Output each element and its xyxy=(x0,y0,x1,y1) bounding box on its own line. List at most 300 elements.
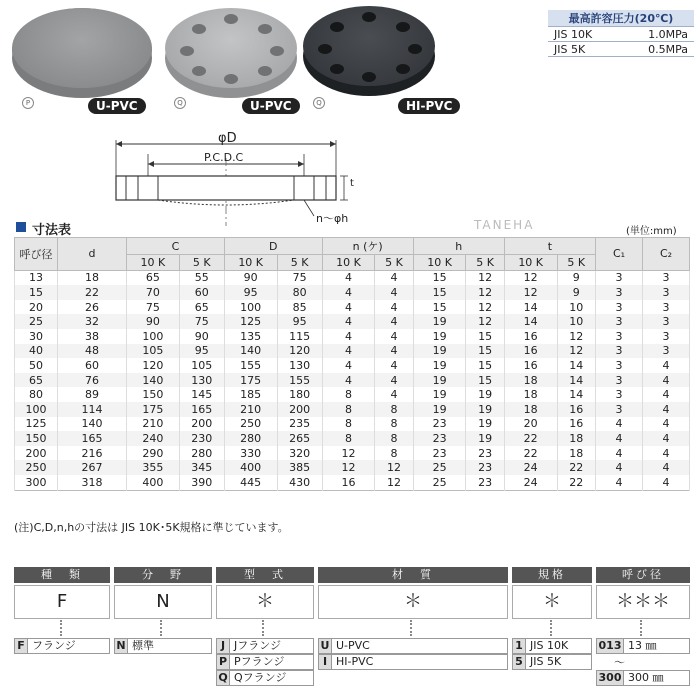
table-cell: 90 xyxy=(179,329,224,344)
sub-head: 5 K xyxy=(179,255,224,271)
col-h: h xyxy=(413,238,504,255)
option-label: Qフランジ xyxy=(234,671,287,684)
sub-head: 5 K xyxy=(277,255,322,271)
code-value-material: ＊ xyxy=(318,585,508,619)
connector xyxy=(410,620,414,636)
table-cell: 10 xyxy=(557,300,595,315)
table-cell: 150 xyxy=(15,431,58,446)
code-value-type: ＊ xyxy=(216,585,314,619)
table-cell: 15 xyxy=(15,285,58,300)
option-key: 300 xyxy=(597,671,624,685)
table-cell: 4 xyxy=(322,314,375,329)
table-cell: 8 xyxy=(322,402,375,417)
watermark: TANEHA xyxy=(474,218,535,232)
table-cell: 165 xyxy=(179,402,224,417)
table-cell: 4 xyxy=(596,475,643,490)
table-cell: 4 xyxy=(322,285,375,300)
table-cell: 125 xyxy=(15,417,58,432)
table-cell: 4 xyxy=(322,358,375,373)
table-cell: 125 xyxy=(224,314,277,329)
table-cell: 280 xyxy=(224,431,277,446)
col-C1: C₁ xyxy=(596,238,643,271)
table-cell: 318 xyxy=(58,475,127,490)
section-title: 寸法表 xyxy=(32,223,72,238)
table-cell: 3 xyxy=(643,285,690,300)
table-cell: 175 xyxy=(224,373,277,388)
option-label: 13 ㎜ xyxy=(628,639,657,652)
table-cell: 4 xyxy=(375,285,413,300)
table-row xyxy=(15,270,690,285)
table-row xyxy=(15,373,690,388)
table-cell: 23 xyxy=(413,417,466,432)
table-cell: 200 xyxy=(15,446,58,461)
table-cell: 445 xyxy=(224,475,277,490)
connector xyxy=(60,620,64,636)
table-cell: 3 xyxy=(596,285,643,300)
table-cell: 12 xyxy=(557,344,595,359)
table-cell: 4 xyxy=(375,344,413,359)
table-cell: 140 xyxy=(58,417,127,432)
table-cell: 8 xyxy=(375,446,413,461)
table-cell: 16 xyxy=(322,475,375,490)
table-cell: 75 xyxy=(277,270,322,285)
option-key: 1 xyxy=(513,639,526,653)
table-cell: 200 xyxy=(179,417,224,432)
col-C: C xyxy=(127,238,225,255)
table-row xyxy=(15,314,690,329)
table-cell: 4 xyxy=(643,460,690,475)
option-size-013 xyxy=(596,638,690,654)
option-label: 標準 xyxy=(132,639,154,652)
table-cell: 80 xyxy=(277,285,322,300)
table-cell: 89 xyxy=(58,387,127,402)
table-cell: 14 xyxy=(504,300,557,315)
table-cell: 165 xyxy=(58,431,127,446)
table-cell: 210 xyxy=(224,402,277,417)
option-key: 013 xyxy=(597,639,624,653)
table-cell: 4 xyxy=(375,314,413,329)
table-cell: 150 xyxy=(127,387,180,402)
table-cell: 55 xyxy=(179,270,224,285)
table-cell: 290 xyxy=(127,446,180,461)
table-cell: 3 xyxy=(596,300,643,315)
table-cell: 300 xyxy=(15,475,58,490)
table-cell: 8 xyxy=(322,417,375,432)
table-cell: 50 xyxy=(15,358,58,373)
table-cell: 24 xyxy=(504,460,557,475)
table-cell: 210 xyxy=(127,417,180,432)
table-cell: 23 xyxy=(413,446,466,461)
table-cell: 180 xyxy=(277,387,322,402)
table-cell: 4 xyxy=(322,373,375,388)
table-cell: 95 xyxy=(224,285,277,300)
table-cell: 4 xyxy=(375,300,413,315)
table-cell: 19 xyxy=(413,344,466,359)
table-cell: 18 xyxy=(504,373,557,388)
option-key: 5 xyxy=(513,655,526,669)
table-cell: 4 xyxy=(596,431,643,446)
option-label: HI-PVC xyxy=(336,655,374,668)
table-cell: 3 xyxy=(643,314,690,329)
table-cell: 22 xyxy=(504,431,557,446)
col-n: n (ケ) xyxy=(322,238,413,255)
option-key: F xyxy=(15,639,28,653)
table-cell: 4 xyxy=(375,329,413,344)
table-cell: 12 xyxy=(322,460,375,475)
table-cell: 12 xyxy=(466,270,504,285)
table-cell: 114 xyxy=(58,402,127,417)
table-cell: 155 xyxy=(277,373,322,388)
table-cell: 80 xyxy=(15,387,58,402)
table-cell: 4 xyxy=(322,270,375,285)
table-cell: 3 xyxy=(596,270,643,285)
table-cell: 4 xyxy=(643,475,690,490)
pressure-header: 最高許容圧力(20℃) xyxy=(548,10,694,27)
option-label: Pフランジ xyxy=(234,655,285,668)
option-kind-F xyxy=(14,638,110,654)
table-cell: 14 xyxy=(557,387,595,402)
col-d: d xyxy=(58,238,127,271)
sub-head: 5 K xyxy=(375,255,413,271)
type-mark-q-2: Q xyxy=(313,97,325,109)
table-cell: 8 xyxy=(322,387,375,402)
table-cell: 95 xyxy=(179,344,224,359)
table-cell: 355 xyxy=(127,460,180,475)
table-cell: 18 xyxy=(557,431,595,446)
table-cell: 90 xyxy=(224,270,277,285)
table-cell: 250 xyxy=(224,417,277,432)
table-cell: 12 xyxy=(504,285,557,300)
table-cell: 18 xyxy=(58,270,127,285)
table-cell: 100 xyxy=(224,300,277,315)
table-cell: 19 xyxy=(466,431,504,446)
table-cell: 120 xyxy=(127,358,180,373)
code-value-field: N xyxy=(114,585,212,619)
table-cell: 155 xyxy=(224,358,277,373)
table-cell: 100 xyxy=(127,329,180,344)
option-key: N xyxy=(115,639,128,653)
option-type-J xyxy=(216,638,314,654)
sub-head: 10 K xyxy=(504,255,557,271)
table-cell: 4 xyxy=(643,431,690,446)
table-cell: 9 xyxy=(557,285,595,300)
material-badge-hipvc: HI-PVC xyxy=(398,98,460,114)
table-cell: 115 xyxy=(277,329,322,344)
table-cell: 19 xyxy=(466,417,504,432)
table-cell: 24 xyxy=(504,475,557,490)
table-cell: 16 xyxy=(504,358,557,373)
table-cell: 19 xyxy=(466,402,504,417)
table-cell: 15 xyxy=(466,329,504,344)
table-cell: 19 xyxy=(413,402,466,417)
table-cell: 13 xyxy=(15,270,58,285)
table-cell: 15 xyxy=(466,344,504,359)
table-cell: 267 xyxy=(58,460,127,475)
table-cell: 19 xyxy=(413,373,466,388)
table-cell: 175 xyxy=(127,402,180,417)
table-cell: 20 xyxy=(504,417,557,432)
table-cell: 105 xyxy=(179,358,224,373)
table-cell: 25 xyxy=(413,460,466,475)
code-head-kind: 種 類 xyxy=(14,567,110,583)
table-cell: 60 xyxy=(179,285,224,300)
type-mark-p: P xyxy=(22,97,34,109)
table-cell: 22 xyxy=(557,460,595,475)
table-cell: 250 xyxy=(15,460,58,475)
table-cell: 60 xyxy=(58,358,127,373)
option-key: U xyxy=(319,639,332,653)
table-cell: 8 xyxy=(375,417,413,432)
table-cell: 75 xyxy=(179,314,224,329)
table-cell: 330 xyxy=(224,446,277,461)
option-type-P xyxy=(216,654,314,670)
table-cell: 65 xyxy=(15,373,58,388)
table-cell: 14 xyxy=(557,373,595,388)
table-cell: 4 xyxy=(643,358,690,373)
table-cell: 22 xyxy=(504,446,557,461)
table-cell: 385 xyxy=(277,460,322,475)
table-cell: 4 xyxy=(322,344,375,359)
option-size-300 xyxy=(596,670,690,686)
code-value-size: ＊＊＊ xyxy=(596,585,690,619)
option-field-N xyxy=(114,638,212,654)
table-cell: 4 xyxy=(322,300,375,315)
option-material-U xyxy=(318,638,508,654)
table-cell: 345 xyxy=(179,460,224,475)
table-cell: 76 xyxy=(58,373,127,388)
dim-t: t xyxy=(350,178,354,189)
table-cell: 4 xyxy=(643,373,690,388)
table-cell: 400 xyxy=(224,460,277,475)
table-cell: 10 xyxy=(557,314,595,329)
dimension-table xyxy=(14,237,690,491)
table-cell: 16 xyxy=(557,417,595,432)
table-cell: 16 xyxy=(504,329,557,344)
col-C2: C₂ xyxy=(643,238,690,271)
table-cell: 15 xyxy=(466,373,504,388)
table-row xyxy=(15,460,690,475)
table-cell: 3 xyxy=(596,387,643,402)
option-key: J xyxy=(217,639,230,653)
table-cell: 4 xyxy=(596,417,643,432)
table-row xyxy=(15,431,690,446)
table-cell: 22 xyxy=(557,475,595,490)
table-cell: 3 xyxy=(596,344,643,359)
dim-nphih: n～φh xyxy=(316,212,349,225)
table-cell: 19 xyxy=(413,387,466,402)
table-cell: 19 xyxy=(413,329,466,344)
pressure-val: 1.0MPa xyxy=(620,27,694,42)
table-row xyxy=(15,358,690,373)
table-cell: 216 xyxy=(58,446,127,461)
table-row xyxy=(15,344,690,359)
table-cell: 3 xyxy=(643,344,690,359)
connector xyxy=(262,620,266,636)
table-cell: 8 xyxy=(375,431,413,446)
table-cell: 65 xyxy=(179,300,224,315)
connector xyxy=(550,620,554,636)
table-cell: 65 xyxy=(127,270,180,285)
table-cell: 3 xyxy=(643,329,690,344)
table-cell: 4 xyxy=(375,373,413,388)
table-cell: 19 xyxy=(466,387,504,402)
table-cell: 12 xyxy=(322,446,375,461)
table-cell: 23 xyxy=(466,446,504,461)
table-cell: 18 xyxy=(504,402,557,417)
table-row xyxy=(15,387,690,402)
code-value-kind: F xyxy=(14,585,110,619)
table-cell: 18 xyxy=(557,446,595,461)
sub-head: 5 K xyxy=(557,255,595,271)
table-cell: 12 xyxy=(375,460,413,475)
table-cell: 140 xyxy=(127,373,180,388)
option-type-Q xyxy=(216,670,314,686)
table-row xyxy=(15,402,690,417)
table-cell: 12 xyxy=(375,475,413,490)
table-cell: 4 xyxy=(375,358,413,373)
table-cell: 15 xyxy=(413,270,466,285)
option-label: U-PVC xyxy=(336,639,370,652)
table-cell: 15 xyxy=(413,285,466,300)
table-cell: 32 xyxy=(58,314,127,329)
table-cell: 30 xyxy=(15,329,58,344)
table-cell: 100 xyxy=(15,402,58,417)
material-badge-upvc: U-PVC xyxy=(88,98,146,114)
table-row xyxy=(15,300,690,315)
table-cell: 235 xyxy=(277,417,322,432)
table-cell: 135 xyxy=(224,329,277,344)
table-cell: 3 xyxy=(596,402,643,417)
table-cell: 20 xyxy=(15,300,58,315)
table-cell: 26 xyxy=(58,300,127,315)
code-value-std: ＊ xyxy=(512,585,592,619)
code-head-std: 規格 xyxy=(512,567,592,583)
option-label: JIS 10K xyxy=(530,639,569,652)
option-key: I xyxy=(319,655,332,669)
table-cell: 25 xyxy=(15,314,58,329)
dim-phiD: φD xyxy=(218,131,237,146)
connector xyxy=(160,620,164,636)
option-material-I xyxy=(318,654,508,670)
code-head-size: 呼び径 xyxy=(596,567,690,583)
table-cell: 4 xyxy=(643,387,690,402)
code-head-material: 材 質 xyxy=(318,567,508,583)
table-cell: 3 xyxy=(643,300,690,315)
table-cell: 105 xyxy=(127,344,180,359)
table-cell: 130 xyxy=(179,373,224,388)
table-cell: 38 xyxy=(58,329,127,344)
table-cell: 16 xyxy=(504,344,557,359)
dim-pcd: P.C.D.C xyxy=(204,151,244,164)
section-square-icon xyxy=(16,222,26,232)
option-label: フランジ xyxy=(32,639,76,652)
table-cell: 4 xyxy=(322,329,375,344)
table-cell: 8 xyxy=(322,431,375,446)
option-key: P xyxy=(217,655,230,669)
table-cell: 12 xyxy=(557,329,595,344)
col-nominal: 呼び径 xyxy=(15,238,58,271)
note: (注)C,D,n,hの寸法は JIS 10K･5K規格に準じています。 xyxy=(14,521,289,534)
table-cell: 90 xyxy=(127,314,180,329)
sub-head: 10 K xyxy=(322,255,375,271)
table-row xyxy=(15,475,690,490)
material-badge-upvc-2: U-PVC xyxy=(242,98,300,114)
table-cell: 3 xyxy=(596,314,643,329)
table-cell: 400 xyxy=(127,475,180,490)
table-cell: 23 xyxy=(413,431,466,446)
table-cell: 230 xyxy=(179,431,224,446)
pressure-std: JIS 5K xyxy=(548,42,620,57)
table-cell: 140 xyxy=(224,344,277,359)
sub-head: 10 K xyxy=(413,255,466,271)
table-cell: 3 xyxy=(596,358,643,373)
table-cell: 8 xyxy=(375,402,413,417)
table-cell: 14 xyxy=(557,358,595,373)
table-cell: 130 xyxy=(277,358,322,373)
table-row xyxy=(15,417,690,432)
table-cell: 18 xyxy=(504,387,557,402)
table-cell: 16 xyxy=(557,402,595,417)
sub-head: 10 K xyxy=(224,255,277,271)
table-cell: 200 xyxy=(277,402,322,417)
col-t: t xyxy=(504,238,595,255)
code-head-type: 型 式 xyxy=(216,567,314,583)
table-cell: 145 xyxy=(179,387,224,402)
table-cell: 75 xyxy=(127,300,180,315)
range-tilde: ～ xyxy=(614,656,625,669)
table-cell: 9 xyxy=(557,270,595,285)
table-cell: 19 xyxy=(413,358,466,373)
option-label: Jフランジ xyxy=(234,639,281,652)
table-cell: 15 xyxy=(413,300,466,315)
pressure-std: JIS 10K xyxy=(548,27,620,42)
table-cell: 48 xyxy=(58,344,127,359)
table-cell: 40 xyxy=(15,344,58,359)
type-mark-q: Q xyxy=(174,97,186,109)
table-cell: 3 xyxy=(596,373,643,388)
option-label: 300 ㎜ xyxy=(628,671,664,684)
table-cell: 4 xyxy=(643,417,690,432)
table-cell: 4 xyxy=(375,387,413,402)
table-cell: 12 xyxy=(504,270,557,285)
table-cell: 4 xyxy=(643,446,690,461)
table-cell: 4 xyxy=(596,460,643,475)
sub-head: 5 K xyxy=(466,255,504,271)
sub-head: 10 K xyxy=(127,255,180,271)
table-cell: 22 xyxy=(58,285,127,300)
table-cell: 280 xyxy=(179,446,224,461)
table-cell: 85 xyxy=(277,300,322,315)
table-cell: 25 xyxy=(413,475,466,490)
col-D: D xyxy=(224,238,322,255)
table-cell: 320 xyxy=(277,446,322,461)
table-cell: 390 xyxy=(179,475,224,490)
table-cell: 4 xyxy=(375,270,413,285)
table-cell: 70 xyxy=(127,285,180,300)
connector xyxy=(640,620,644,636)
table-row xyxy=(15,446,690,461)
table-cell: 95 xyxy=(277,314,322,329)
table-cell: 185 xyxy=(224,387,277,402)
table-cell: 19 xyxy=(413,314,466,329)
table-cell: 4 xyxy=(596,446,643,461)
table-cell: 14 xyxy=(504,314,557,329)
option-label: JIS 5K xyxy=(530,655,562,668)
table-row xyxy=(15,329,690,344)
table-cell: 23 xyxy=(466,475,504,490)
unit-label: (単位:mm) xyxy=(626,226,677,237)
table-cell: 265 xyxy=(277,431,322,446)
